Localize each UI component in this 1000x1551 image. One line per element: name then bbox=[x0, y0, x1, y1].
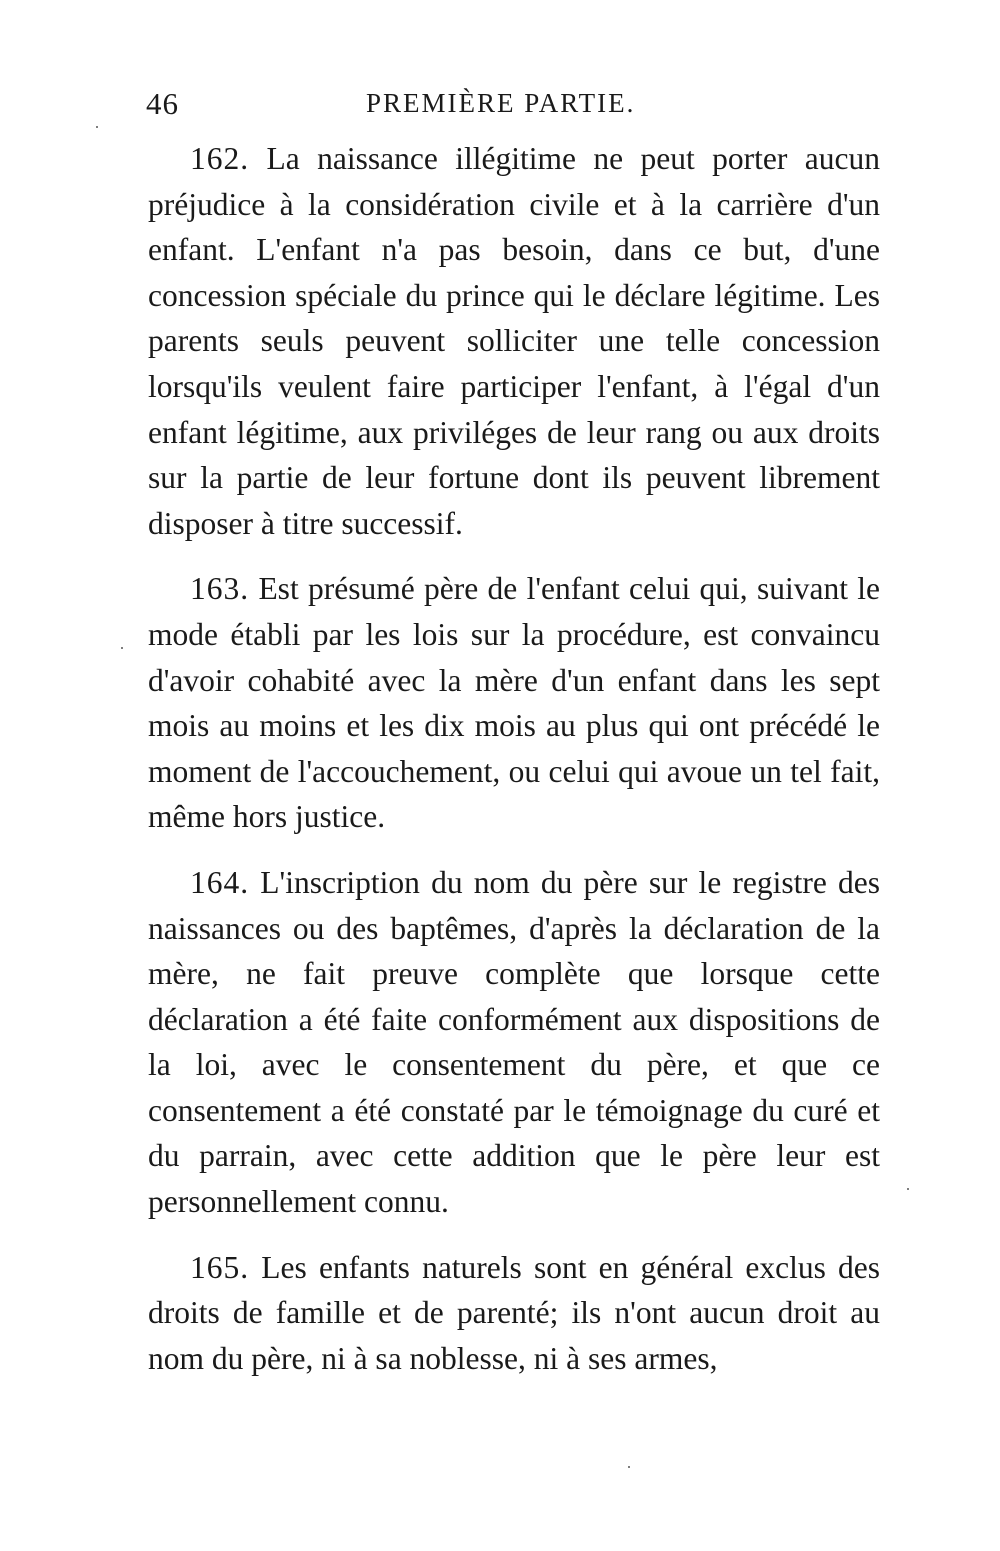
page-header bbox=[146, 86, 886, 130]
paragraph-text: Les enfants naturels sont en général exclus des droits de famille et de parenté; ils n'ont aucun droit au nom du père, ni à sa noblesse, ni à ses armes, bbox=[148, 1249, 881, 1376]
paragraph-162 bbox=[148, 136, 880, 546]
paragraph-text: L'inscription du nom du père sur le registre des naissances ou des baptêmes, d'après la déclaration de la mère, ne fait preuve complète que lorsque cette déclaration a été faite conformément aux dispositions de la loi, avec le consentement du père, et que ce consentement a été constaté par le témoignage du curé et du parrain, avec cette addition que le père leur est personnellement connu. bbox=[148, 864, 880, 1220]
paragraph-number: 162. bbox=[190, 141, 250, 176]
running-title: PREMIÈRE PARTIE. bbox=[366, 88, 636, 118]
paragraph-text: Est présumé père de l'enfant celui qui, suivant le mode établi par les lois sur la procédure, est convaincu d'avoir cohabité avec la mère d'un enfant dans les sept mois au moins et les dix mois au plus qui ont précédé le moment de l'accouchement, ou celui qui avoue un tel fait, même hors justice. bbox=[148, 571, 880, 835]
body-text bbox=[148, 136, 880, 1401]
paragraph-165 bbox=[148, 1245, 880, 1382]
page-number: 46 bbox=[146, 86, 179, 121]
paper-speck bbox=[121, 647, 123, 649]
paragraph-164 bbox=[148, 860, 880, 1225]
paragraph-number: 163. bbox=[190, 571, 250, 607]
paper-speck bbox=[907, 1188, 909, 1190]
paragraph-number: 164. bbox=[190, 864, 250, 900]
paragraph-163 bbox=[148, 566, 880, 840]
paper-speck bbox=[96, 126, 98, 128]
paragraph-number: 165. bbox=[190, 1249, 250, 1285]
paper-speck bbox=[628, 1466, 630, 1468]
paragraph-text: La naissance illégitime ne peut porter aucun préjudice à la considération civile et à la carrière d'un enfant. L'enfant n'a pas besoin, dans ce but, d'une concession spéciale du prince qui le déclare légitime. Les parents seuls peuvent solliciter une telle concession lorsqu'ils veulent faire participer l'enfant, à l'égal d'un enfant légitime, aux priviléges de leur rang ou aux droits sur la partie de leur fortune dont ils peuvent librement disposer à titre successif. bbox=[148, 141, 880, 541]
